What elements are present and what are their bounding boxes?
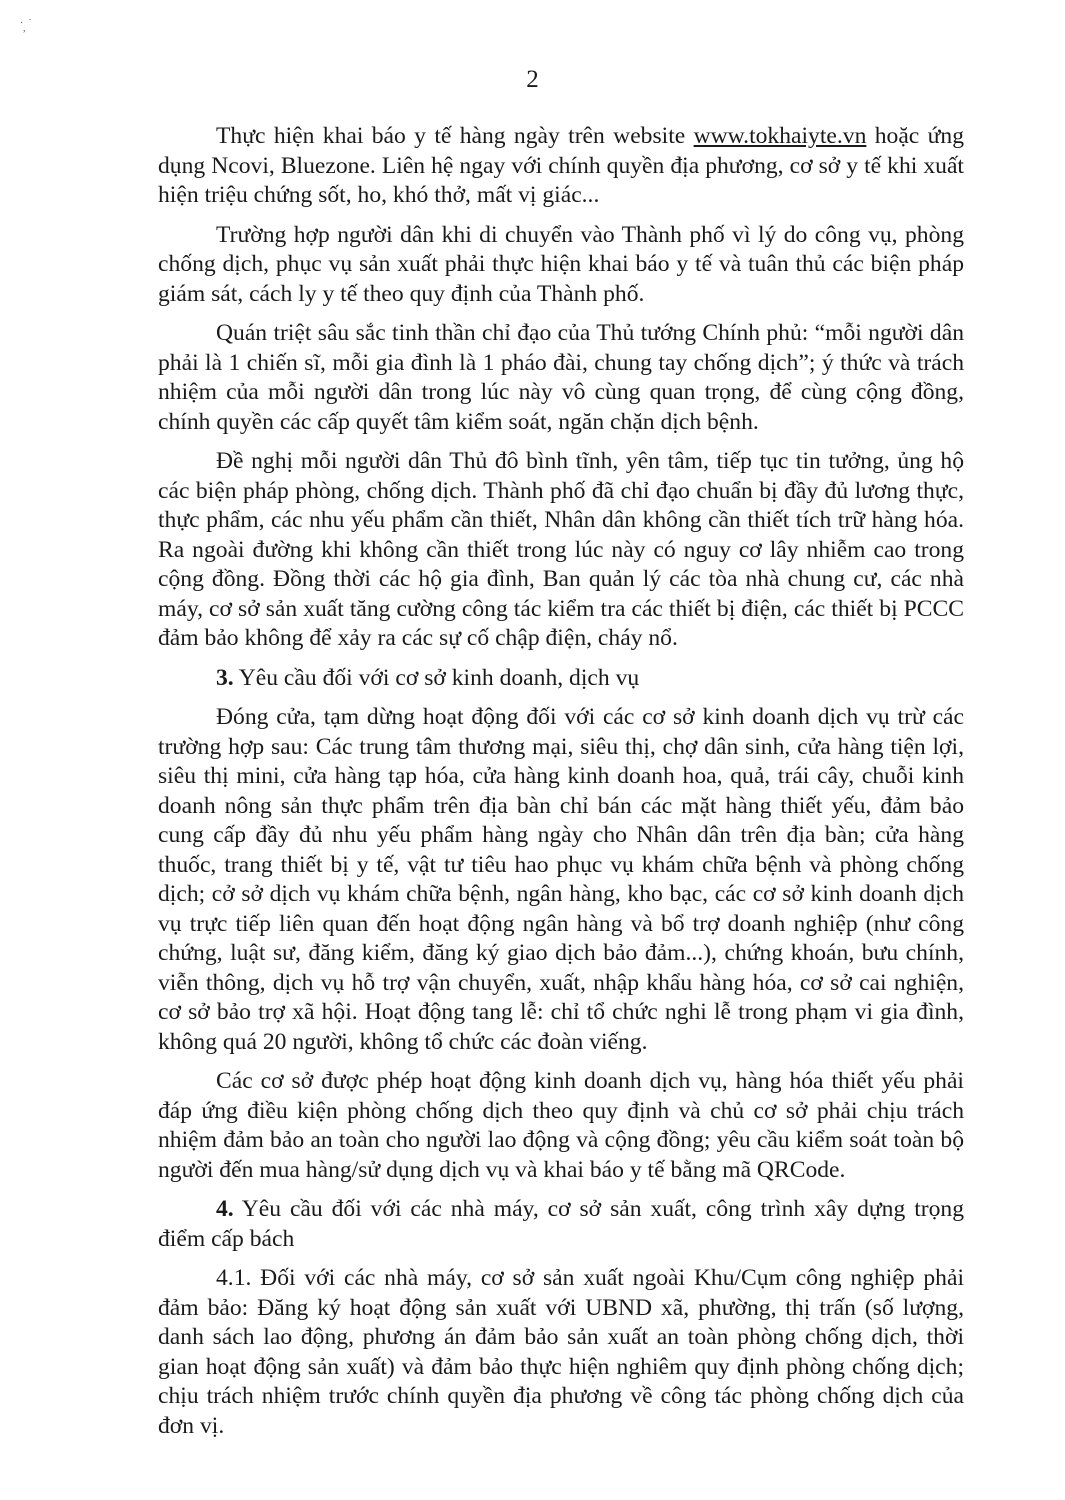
website-link[interactable]: www.tokhaiyte.vn <box>693 123 867 149</box>
document-body <box>158 122 964 1451</box>
page-number: 2 <box>526 66 539 93</box>
paragraph-business-closure: Đóng cửa, tạm dừng hoạt động đối với các cơ sở kinh doanh dịch vụ trừ các trường hợp sau: Các trung tâm thương mại, siêu thị, chợ dân sinh, cửa hàng tiện lợi, siêu thị mini, cửa hàng tạp hóa, cửa hàng kinh doanh hoa, quả, trái cây, chuỗi kinh doanh nông sản thực phẩm trên địa bàn chỉ bán các mặt hàng thiết yếu, đảm bảo cung cấp đầy đủ nhu yếu phẩm hàng ngày cho Nhân dân trên địa bàn; cửa hàng thuốc, trang thiết bị y tế, vật tư tiêu hao phục vụ khám chữa bệnh và phòng chống dịch; cở sở dịch vụ khám chữa bệnh, ngân hàng, kho bạc, các cơ sở kinh doanh dịch vụ trực tiếp liên quan đến hoạt động ngân hàng và bổ trợ doanh nghiệp (như công chứng, luật sư, đăng kiểm, đăng ký giao dịch bảo đảm...), chứng khoán, bưu chính, viễn thông, dịch vụ hỗ trợ vận chuyển, xuất, nhập khẩu hàng hóa, cơ sở cai nghiện, cơ sở bảo trợ xã hội. Hoạt động tang lễ: chỉ tổ chức nghi lễ trong phạm vi gia đình, không quá 20 người, không tổ chức các đoàn viếng. <box>158 704 964 1055</box>
paragraph-prime-minister-direction: Quán triệt sâu sắc tinh thần chỉ đạo của Thủ tướng Chính phủ: “mỗi người dân phải là 1 chiến sĩ, mỗi gia đình là 1 pháo đài, chung tay chống dịch”; ý thức và trách nhiệm của mỗi người dân trong lúc này vô cùng quan trọng, để cùng cộng đồng, chính quyền các cấp quyết tâm kiểm soát, ngăn chặn dịch bệnh. <box>158 320 964 435</box>
section-number: 3. <box>216 664 234 691</box>
section-number: 4. <box>216 1196 234 1222</box>
paragraph-permitted-businesses: Các cơ sở được phép hoạt động kinh doanh dịch vụ, hàng hóa thiết yếu phải đáp ứng điều kiện phòng chống dịch theo quy định và chủ cơ sở phải chịu trách nhiệm đảm bảo an toàn cho người lao động và cộng đồng; yêu cầu kiểm soát toàn bộ người đến mua hàng/sử dụng dịch vụ và khai báo y tế bằng mã QRCode. <box>158 1068 964 1183</box>
section-title: Yêu cầu đối với các nhà máy, cơ sở sản xuất, công trình xây dựng trọng điểm cấp bách <box>158 1196 964 1252</box>
paragraph-text: hoặc ứng dụng Ncovi, Bluezone. Liên hệ ngay với chính quyền địa phương, cơ sở y tế khi xuất hiện triệu chứng sốt, ho, khó thở, mất vị giác... <box>158 123 964 208</box>
section-heading-3 <box>158 664 964 694</box>
scan-specks: · ˙ ʼ <box>20 18 32 40</box>
paragraph-citizen-reassurance: Đề nghị mỗi người dân Thủ đô bình tĩnh, yên tâm, tiếp tục tin tưởng, ủng hộ các biện pháp phòng, chống dịch. Thành phố đã chỉ đạo chuẩn bị đầy đủ lương thực, thực phẩm, các nhu yếu phẩm cần thiết, Nhân dân không cần thiết tích trữ hàng hóa. Ra ngoài đường khi không cần thiết trong lúc này có nguy cơ lây nhiễm cao trong cộng đồng. Đồng thời các hộ gia đình, Ban quản lý các tòa nhà chung cư, các nhà máy, cơ sở sản xuất tăng cường công tác kiểm tra các thiết bị điện, các thiết bị PCCC đảm bảo không để xảy ra các sự cố chập điện, cháy nổ. <box>158 448 964 651</box>
section-title: Yêu cầu đối với cơ sở kinh doanh, dịch vụ <box>233 664 640 691</box>
paragraph-travel-into-city: Trường hợp người dân khi di chuyển vào Thành phố vì lý do công vụ, phòng chống dịch, phục vụ sản xuất phải thực hiện khai báo y tế và tuân thủ các biện pháp giám sát, cách ly y tế theo quy định của Thành phố. <box>158 221 964 307</box>
paragraph-text: Thực hiện khai báo y tế hàng ngày trên website <box>216 123 694 149</box>
section-heading-4 <box>158 1195 964 1254</box>
paragraph-factories-4-1: 4.1. Đối với các nhà máy, cơ sở sản xuất ngoài Khu/Cụm công nghiệp phải đảm bảo: Đăng ký hoạt động sản xuất với UBND xã, phường, thị trấn (số lượng, danh sách lao động, phương án đảm bảo sản xuất an toàn phòng chống dịch, thời gian hoạt động sản xuất) và đảm bảo thực hiện nghiêm quy định phòng chống dịch; chịu trách nhiệm trước chính quyền địa phương về công tác phòng chống dịch của đơn vị. <box>158 1265 964 1439</box>
paragraph-medical-declaration <box>158 122 964 211</box>
